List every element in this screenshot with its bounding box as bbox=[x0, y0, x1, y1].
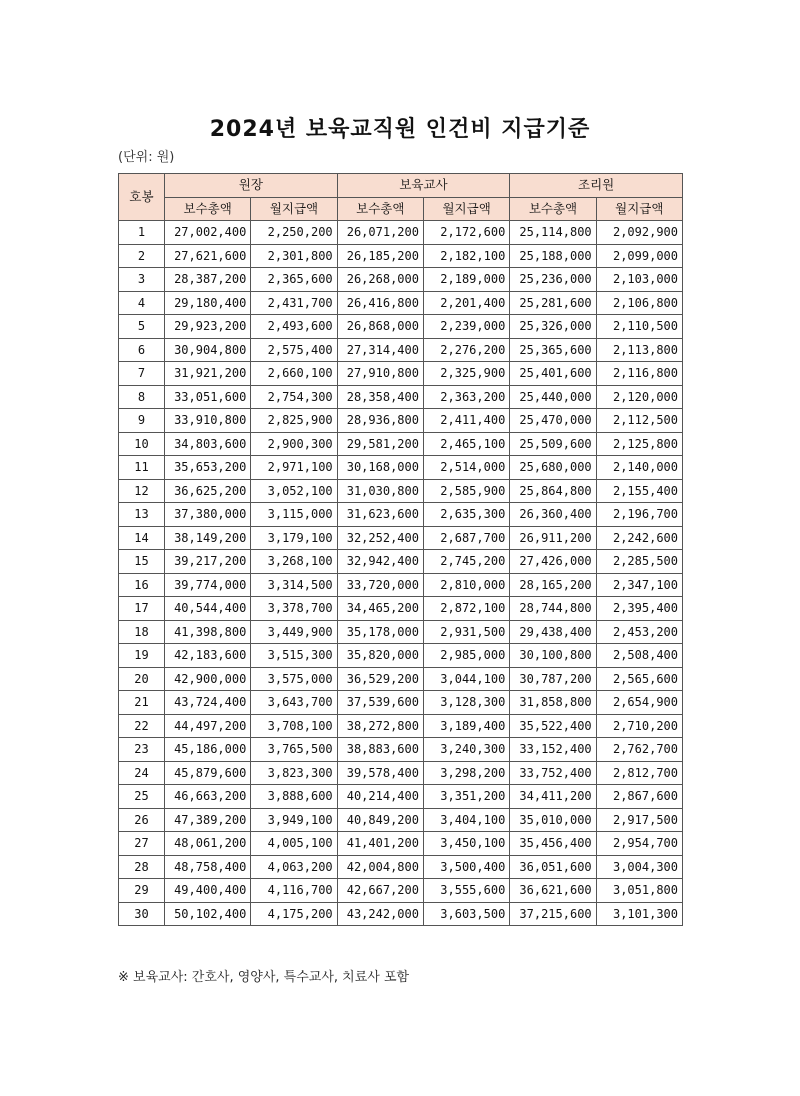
table-row bbox=[119, 738, 683, 762]
director-total-cell: 38,149,200 bbox=[165, 526, 251, 550]
director-total-cell: 48,061,200 bbox=[165, 832, 251, 856]
cook-monthly-cell: 2,453,200 bbox=[596, 620, 682, 644]
teacher-total-cell: 29,581,200 bbox=[337, 432, 423, 456]
step-cell: 18 bbox=[119, 620, 165, 644]
teacher-total-cell: 39,578,400 bbox=[337, 761, 423, 785]
subheader-total-pay: 보수총액 bbox=[510, 197, 596, 221]
director-total-cell: 46,663,200 bbox=[165, 785, 251, 809]
table-row bbox=[119, 667, 683, 691]
director-monthly-cell: 4,063,200 bbox=[251, 855, 337, 879]
director-total-cell: 34,803,600 bbox=[165, 432, 251, 456]
table-row bbox=[119, 409, 683, 433]
cook-total-cell: 25,326,000 bbox=[510, 315, 596, 339]
table-row bbox=[119, 291, 683, 315]
step-cell: 19 bbox=[119, 644, 165, 668]
director-monthly-cell: 2,250,200 bbox=[251, 221, 337, 245]
cook-monthly-cell: 2,917,500 bbox=[596, 808, 682, 832]
cook-monthly-cell: 2,155,400 bbox=[596, 479, 682, 503]
cook-total-cell: 36,051,600 bbox=[510, 855, 596, 879]
cook-monthly-cell: 2,112,500 bbox=[596, 409, 682, 433]
teacher-monthly-cell: 2,687,700 bbox=[423, 526, 509, 550]
table-row bbox=[119, 644, 683, 668]
table-row bbox=[119, 808, 683, 832]
cook-total-cell: 31,858,800 bbox=[510, 691, 596, 715]
footnote: ※ 보육교사: 간호사, 영양사, 특수교사, 치료사 포함 bbox=[118, 970, 410, 985]
cook-monthly-cell: 2,103,000 bbox=[596, 268, 682, 292]
teacher-monthly-cell: 2,465,100 bbox=[423, 432, 509, 456]
teacher-monthly-cell: 3,128,300 bbox=[423, 691, 509, 715]
step-cell: 25 bbox=[119, 785, 165, 809]
cook-total-cell: 25,114,800 bbox=[510, 221, 596, 245]
cook-total-cell: 33,752,400 bbox=[510, 761, 596, 785]
cook-monthly-cell: 2,140,000 bbox=[596, 456, 682, 480]
step-cell: 5 bbox=[119, 315, 165, 339]
director-monthly-cell: 3,179,100 bbox=[251, 526, 337, 550]
director-total-cell: 41,398,800 bbox=[165, 620, 251, 644]
director-total-cell: 27,002,400 bbox=[165, 221, 251, 245]
step-cell: 23 bbox=[119, 738, 165, 762]
step-cell: 6 bbox=[119, 338, 165, 362]
teacher-total-cell: 26,071,200 bbox=[337, 221, 423, 245]
step-cell: 30 bbox=[119, 902, 165, 926]
director-monthly-cell: 3,115,000 bbox=[251, 503, 337, 527]
cook-total-cell: 30,787,200 bbox=[510, 667, 596, 691]
step-cell: 9 bbox=[119, 409, 165, 433]
teacher-total-cell: 40,214,400 bbox=[337, 785, 423, 809]
cook-total-cell: 25,864,800 bbox=[510, 479, 596, 503]
teacher-total-cell: 32,252,400 bbox=[337, 526, 423, 550]
cook-total-cell: 37,215,600 bbox=[510, 902, 596, 926]
director-total-cell: 48,758,400 bbox=[165, 855, 251, 879]
step-cell: 1 bbox=[119, 221, 165, 245]
director-total-cell: 42,183,600 bbox=[165, 644, 251, 668]
cook-monthly-cell: 2,092,900 bbox=[596, 221, 682, 245]
teacher-monthly-cell: 2,201,400 bbox=[423, 291, 509, 315]
step-cell: 15 bbox=[119, 550, 165, 574]
director-total-cell: 45,879,600 bbox=[165, 761, 251, 785]
table-row bbox=[119, 432, 683, 456]
step-cell: 24 bbox=[119, 761, 165, 785]
teacher-monthly-cell: 2,189,000 bbox=[423, 268, 509, 292]
cook-total-cell: 26,360,400 bbox=[510, 503, 596, 527]
step-cell: 14 bbox=[119, 526, 165, 550]
teacher-total-cell: 30,168,000 bbox=[337, 456, 423, 480]
step-cell: 7 bbox=[119, 362, 165, 386]
teacher-total-cell: 32,942,400 bbox=[337, 550, 423, 574]
director-monthly-cell: 3,765,500 bbox=[251, 738, 337, 762]
cook-monthly-cell: 2,106,800 bbox=[596, 291, 682, 315]
table-row bbox=[119, 550, 683, 574]
step-cell: 4 bbox=[119, 291, 165, 315]
teacher-total-cell: 26,868,000 bbox=[337, 315, 423, 339]
subheader-monthly-pay: 월지급액 bbox=[596, 197, 682, 221]
director-total-cell: 45,186,000 bbox=[165, 738, 251, 762]
cook-total-cell: 25,470,000 bbox=[510, 409, 596, 433]
subheader-monthly-pay: 월지급액 bbox=[423, 197, 509, 221]
teacher-total-cell: 31,623,600 bbox=[337, 503, 423, 527]
page-title: 2024년 보육교직원 인건비 지급기준 bbox=[209, 117, 591, 142]
cook-monthly-cell: 3,004,300 bbox=[596, 855, 682, 879]
teacher-monthly-cell: 2,239,000 bbox=[423, 315, 509, 339]
director-monthly-cell: 3,449,900 bbox=[251, 620, 337, 644]
subheader-total-pay: 보수총액 bbox=[337, 197, 423, 221]
teacher-monthly-cell: 2,931,500 bbox=[423, 620, 509, 644]
cook-monthly-cell: 2,113,800 bbox=[596, 338, 682, 362]
cook-total-cell: 35,010,000 bbox=[510, 808, 596, 832]
table-row bbox=[119, 761, 683, 785]
cook-total-cell: 35,456,400 bbox=[510, 832, 596, 856]
subheader-total-pay: 보수총액 bbox=[165, 197, 251, 221]
director-monthly-cell: 4,175,200 bbox=[251, 902, 337, 926]
cook-total-cell: 33,152,400 bbox=[510, 738, 596, 762]
director-monthly-cell: 2,575,400 bbox=[251, 338, 337, 362]
cook-total-cell: 34,411,200 bbox=[510, 785, 596, 809]
group-header-cook: 조리원 bbox=[510, 174, 683, 198]
cook-monthly-cell: 2,954,700 bbox=[596, 832, 682, 856]
director-monthly-cell: 2,431,700 bbox=[251, 291, 337, 315]
table-row bbox=[119, 785, 683, 809]
table-row bbox=[119, 385, 683, 409]
teacher-total-cell: 34,465,200 bbox=[337, 597, 423, 621]
step-cell: 27 bbox=[119, 832, 165, 856]
cook-monthly-cell: 2,110,500 bbox=[596, 315, 682, 339]
cook-total-cell: 25,365,600 bbox=[510, 338, 596, 362]
table-row bbox=[119, 362, 683, 386]
step-cell: 29 bbox=[119, 879, 165, 903]
teacher-total-cell: 35,820,000 bbox=[337, 644, 423, 668]
step-cell: 22 bbox=[119, 714, 165, 738]
director-total-cell: 49,400,400 bbox=[165, 879, 251, 903]
teacher-total-cell: 40,849,200 bbox=[337, 808, 423, 832]
teacher-monthly-cell: 3,500,400 bbox=[423, 855, 509, 879]
director-total-cell: 42,900,000 bbox=[165, 667, 251, 691]
teacher-monthly-cell: 2,635,300 bbox=[423, 503, 509, 527]
cook-monthly-cell: 2,242,600 bbox=[596, 526, 682, 550]
director-monthly-cell: 3,949,100 bbox=[251, 808, 337, 832]
cook-total-cell: 25,440,000 bbox=[510, 385, 596, 409]
subheader-monthly-pay: 월지급액 bbox=[251, 197, 337, 221]
director-monthly-cell: 4,116,700 bbox=[251, 879, 337, 903]
teacher-monthly-cell: 2,745,200 bbox=[423, 550, 509, 574]
cook-total-cell: 26,911,200 bbox=[510, 526, 596, 550]
table-row bbox=[119, 597, 683, 621]
teacher-monthly-cell: 3,044,100 bbox=[423, 667, 509, 691]
teacher-total-cell: 33,720,000 bbox=[337, 573, 423, 597]
step-cell: 10 bbox=[119, 432, 165, 456]
teacher-total-cell: 41,401,200 bbox=[337, 832, 423, 856]
director-total-cell: 27,621,600 bbox=[165, 244, 251, 268]
director-monthly-cell: 3,888,600 bbox=[251, 785, 337, 809]
table-row bbox=[119, 902, 683, 926]
cook-monthly-cell: 2,125,800 bbox=[596, 432, 682, 456]
director-total-cell: 44,497,200 bbox=[165, 714, 251, 738]
teacher-total-cell: 31,030,800 bbox=[337, 479, 423, 503]
cook-total-cell: 30,100,800 bbox=[510, 644, 596, 668]
teacher-total-cell: 26,268,000 bbox=[337, 268, 423, 292]
director-total-cell: 28,387,200 bbox=[165, 268, 251, 292]
teacher-monthly-cell: 3,450,100 bbox=[423, 832, 509, 856]
director-monthly-cell: 2,493,600 bbox=[251, 315, 337, 339]
teacher-monthly-cell: 2,276,200 bbox=[423, 338, 509, 362]
director-total-cell: 33,910,800 bbox=[165, 409, 251, 433]
director-total-cell: 30,904,800 bbox=[165, 338, 251, 362]
step-cell: 11 bbox=[119, 456, 165, 480]
table-row bbox=[119, 221, 683, 245]
director-total-cell: 47,389,200 bbox=[165, 808, 251, 832]
cook-monthly-cell: 2,812,700 bbox=[596, 761, 682, 785]
director-monthly-cell: 2,301,800 bbox=[251, 244, 337, 268]
teacher-monthly-cell: 3,603,500 bbox=[423, 902, 509, 926]
step-cell: 13 bbox=[119, 503, 165, 527]
teacher-monthly-cell: 3,189,400 bbox=[423, 714, 509, 738]
table-row bbox=[119, 244, 683, 268]
teacher-monthly-cell: 3,298,200 bbox=[423, 761, 509, 785]
table-row bbox=[119, 691, 683, 715]
director-total-cell: 29,923,200 bbox=[165, 315, 251, 339]
step-cell: 20 bbox=[119, 667, 165, 691]
cook-total-cell: 27,426,000 bbox=[510, 550, 596, 574]
teacher-total-cell: 28,936,800 bbox=[337, 409, 423, 433]
teacher-total-cell: 28,358,400 bbox=[337, 385, 423, 409]
table-row bbox=[119, 338, 683, 362]
cook-monthly-cell: 3,101,300 bbox=[596, 902, 682, 926]
cook-total-cell: 25,680,000 bbox=[510, 456, 596, 480]
teacher-monthly-cell: 2,363,200 bbox=[423, 385, 509, 409]
director-monthly-cell: 3,268,100 bbox=[251, 550, 337, 574]
cook-monthly-cell: 2,347,100 bbox=[596, 573, 682, 597]
table-row bbox=[119, 879, 683, 903]
director-monthly-cell: 2,660,100 bbox=[251, 362, 337, 386]
table-row bbox=[119, 315, 683, 339]
teacher-monthly-cell: 2,411,400 bbox=[423, 409, 509, 433]
director-monthly-cell: 2,365,600 bbox=[251, 268, 337, 292]
table-row bbox=[119, 832, 683, 856]
director-monthly-cell: 3,378,700 bbox=[251, 597, 337, 621]
cook-monthly-cell: 2,710,200 bbox=[596, 714, 682, 738]
cook-monthly-cell: 2,565,600 bbox=[596, 667, 682, 691]
director-monthly-cell: 3,708,100 bbox=[251, 714, 337, 738]
cook-monthly-cell: 2,120,000 bbox=[596, 385, 682, 409]
cook-monthly-cell: 2,508,400 bbox=[596, 644, 682, 668]
director-total-cell: 35,653,200 bbox=[165, 456, 251, 480]
director-monthly-cell: 3,515,300 bbox=[251, 644, 337, 668]
table-body bbox=[119, 221, 683, 926]
unit-label: (단위: 원) bbox=[118, 150, 175, 165]
step-cell: 8 bbox=[119, 385, 165, 409]
director-total-cell: 31,921,200 bbox=[165, 362, 251, 386]
teacher-total-cell: 35,178,000 bbox=[337, 620, 423, 644]
director-monthly-cell: 4,005,100 bbox=[251, 832, 337, 856]
cook-total-cell: 29,438,400 bbox=[510, 620, 596, 644]
director-total-cell: 37,380,000 bbox=[165, 503, 251, 527]
director-monthly-cell: 2,754,300 bbox=[251, 385, 337, 409]
director-monthly-cell: 3,575,000 bbox=[251, 667, 337, 691]
cook-monthly-cell: 2,099,000 bbox=[596, 244, 682, 268]
teacher-monthly-cell: 2,585,900 bbox=[423, 479, 509, 503]
teacher-monthly-cell: 3,404,100 bbox=[423, 808, 509, 832]
director-total-cell: 43,724,400 bbox=[165, 691, 251, 715]
table-row bbox=[119, 456, 683, 480]
teacher-monthly-cell: 2,172,600 bbox=[423, 221, 509, 245]
table-row bbox=[119, 620, 683, 644]
cook-total-cell: 28,744,800 bbox=[510, 597, 596, 621]
teacher-total-cell: 38,883,600 bbox=[337, 738, 423, 762]
step-cell: 12 bbox=[119, 479, 165, 503]
group-header-teacher: 보육교사 bbox=[337, 174, 510, 198]
teacher-total-cell: 43,242,000 bbox=[337, 902, 423, 926]
teacher-total-cell: 42,004,800 bbox=[337, 855, 423, 879]
cook-total-cell: 25,509,600 bbox=[510, 432, 596, 456]
step-cell: 26 bbox=[119, 808, 165, 832]
cook-monthly-cell: 2,867,600 bbox=[596, 785, 682, 809]
teacher-monthly-cell: 3,351,200 bbox=[423, 785, 509, 809]
director-monthly-cell: 3,052,100 bbox=[251, 479, 337, 503]
director-total-cell: 50,102,400 bbox=[165, 902, 251, 926]
director-total-cell: 40,544,400 bbox=[165, 597, 251, 621]
director-monthly-cell: 2,971,100 bbox=[251, 456, 337, 480]
teacher-total-cell: 37,539,600 bbox=[337, 691, 423, 715]
teacher-monthly-cell: 2,872,100 bbox=[423, 597, 509, 621]
table-row bbox=[119, 526, 683, 550]
cook-monthly-cell: 3,051,800 bbox=[596, 879, 682, 903]
cook-total-cell: 25,401,600 bbox=[510, 362, 596, 386]
teacher-monthly-cell: 3,555,600 bbox=[423, 879, 509, 903]
director-total-cell: 36,625,200 bbox=[165, 479, 251, 503]
teacher-total-cell: 42,667,200 bbox=[337, 879, 423, 903]
table-row bbox=[119, 573, 683, 597]
teacher-monthly-cell: 3,240,300 bbox=[423, 738, 509, 762]
teacher-total-cell: 27,314,400 bbox=[337, 338, 423, 362]
table-row bbox=[119, 503, 683, 527]
director-monthly-cell: 3,314,500 bbox=[251, 573, 337, 597]
table-row bbox=[119, 479, 683, 503]
group-header-director: 원장 bbox=[165, 174, 338, 198]
teacher-total-cell: 38,272,800 bbox=[337, 714, 423, 738]
teacher-monthly-cell: 2,514,000 bbox=[423, 456, 509, 480]
teacher-monthly-cell: 2,325,900 bbox=[423, 362, 509, 386]
table-row bbox=[119, 268, 683, 292]
teacher-monthly-cell: 2,810,000 bbox=[423, 573, 509, 597]
step-header: 호봉 bbox=[119, 174, 165, 221]
teacher-total-cell: 27,910,800 bbox=[337, 362, 423, 386]
cook-total-cell: 28,165,200 bbox=[510, 573, 596, 597]
teacher-total-cell: 26,185,200 bbox=[337, 244, 423, 268]
director-total-cell: 29,180,400 bbox=[165, 291, 251, 315]
cook-monthly-cell: 2,116,800 bbox=[596, 362, 682, 386]
cook-total-cell: 36,621,600 bbox=[510, 879, 596, 903]
cook-monthly-cell: 2,285,500 bbox=[596, 550, 682, 574]
salary-table bbox=[118, 173, 683, 926]
cook-total-cell: 35,522,400 bbox=[510, 714, 596, 738]
cook-total-cell: 25,281,600 bbox=[510, 291, 596, 315]
cook-monthly-cell: 2,395,400 bbox=[596, 597, 682, 621]
table-row bbox=[119, 855, 683, 879]
director-total-cell: 33,051,600 bbox=[165, 385, 251, 409]
step-cell: 16 bbox=[119, 573, 165, 597]
step-cell: 28 bbox=[119, 855, 165, 879]
step-cell: 2 bbox=[119, 244, 165, 268]
teacher-monthly-cell: 2,182,100 bbox=[423, 244, 509, 268]
teacher-monthly-cell: 2,985,000 bbox=[423, 644, 509, 668]
cook-monthly-cell: 2,654,900 bbox=[596, 691, 682, 715]
table-row bbox=[119, 714, 683, 738]
director-monthly-cell: 2,825,900 bbox=[251, 409, 337, 433]
director-monthly-cell: 3,823,300 bbox=[251, 761, 337, 785]
director-total-cell: 39,774,000 bbox=[165, 573, 251, 597]
cook-total-cell: 25,236,000 bbox=[510, 268, 596, 292]
cook-total-cell: 25,188,000 bbox=[510, 244, 596, 268]
step-cell: 3 bbox=[119, 268, 165, 292]
teacher-total-cell: 36,529,200 bbox=[337, 667, 423, 691]
cook-monthly-cell: 2,196,700 bbox=[596, 503, 682, 527]
teacher-total-cell: 26,416,800 bbox=[337, 291, 423, 315]
director-monthly-cell: 2,900,300 bbox=[251, 432, 337, 456]
step-cell: 17 bbox=[119, 597, 165, 621]
director-total-cell: 39,217,200 bbox=[165, 550, 251, 574]
step-cell: 21 bbox=[119, 691, 165, 715]
director-monthly-cell: 3,643,700 bbox=[251, 691, 337, 715]
cook-monthly-cell: 2,762,700 bbox=[596, 738, 682, 762]
